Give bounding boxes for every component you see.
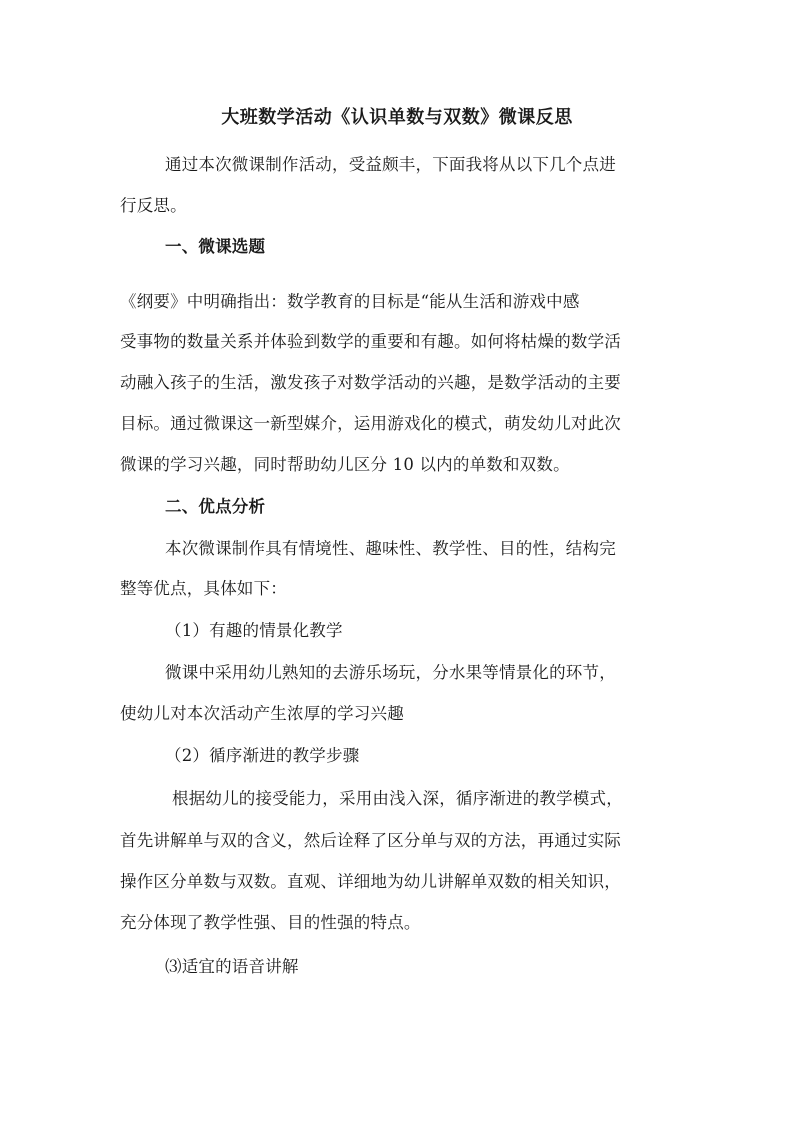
section1-line-1: 《纲要》中明确指出：数学教育的目标是“能从生活和游戏中感 [120,292,580,311]
section2-line-2: 整等优点，具体如下： [120,579,287,598]
section2-heading: 二、优点分析 [165,497,266,516]
sub1-heading: （1）有趣的情景化教学 [165,621,343,640]
section1-line-5: 微课的学习兴趣，同时帮助幼儿区分 10 以内的单数和双数。 [120,455,570,474]
sub3-heading: ⑶适宜的语音讲解 [165,957,299,976]
sub2-heading: （2）循序渐进的教学步骤 [165,746,360,765]
section1-line-4: 目标。通过微课这一新型媒介，运用游戏化的模式，萌发幼儿对此次 [120,414,621,433]
section2-line-1: 本次微课制作具有情境性、趣味性、教学性、目的性，结构完 [165,539,616,558]
document-title: 大班数学活动《认识单数与双数》微课反思 [221,107,573,128]
sub2-line-3: 操作区分单数与双数。直观、详细地为幼儿讲解单双数的相关知识， [120,872,621,891]
intro-line-1: 通过本次微课制作活动，受益颇丰，下面我将从以下几个点进 [165,155,616,174]
sub2-line-2: 首先讲解单与双的含义，然后诠释了区分单与双的方法，再通过实际 [120,831,621,850]
sub1-line-2: 使幼儿对本次活动产生浓厚的学习兴趣 [120,704,404,723]
section1-line-2: 受事物的数量关系并体验到数学的重要和有趣。如何将枯燥的数学活 [120,332,621,351]
sub1-line-1: 微课中采用幼儿熟知的去游乐场玩，分水果等情景化的环节， [165,663,616,682]
section1-heading: 一、微课选题 [165,237,266,256]
intro-line-2: 行反思。 [120,196,187,215]
sub2-line-1: 根据幼儿的接受能力，采用由浅入深，循序渐进的教学模式， [172,789,623,808]
section1-line-3: 动融入孩子的生活，激发孩子对数学活动的兴趣，是数学活动的主要 [120,373,621,392]
sub2-line-4: 充分体现了教学性强、目的性强的特点。 [120,913,421,932]
